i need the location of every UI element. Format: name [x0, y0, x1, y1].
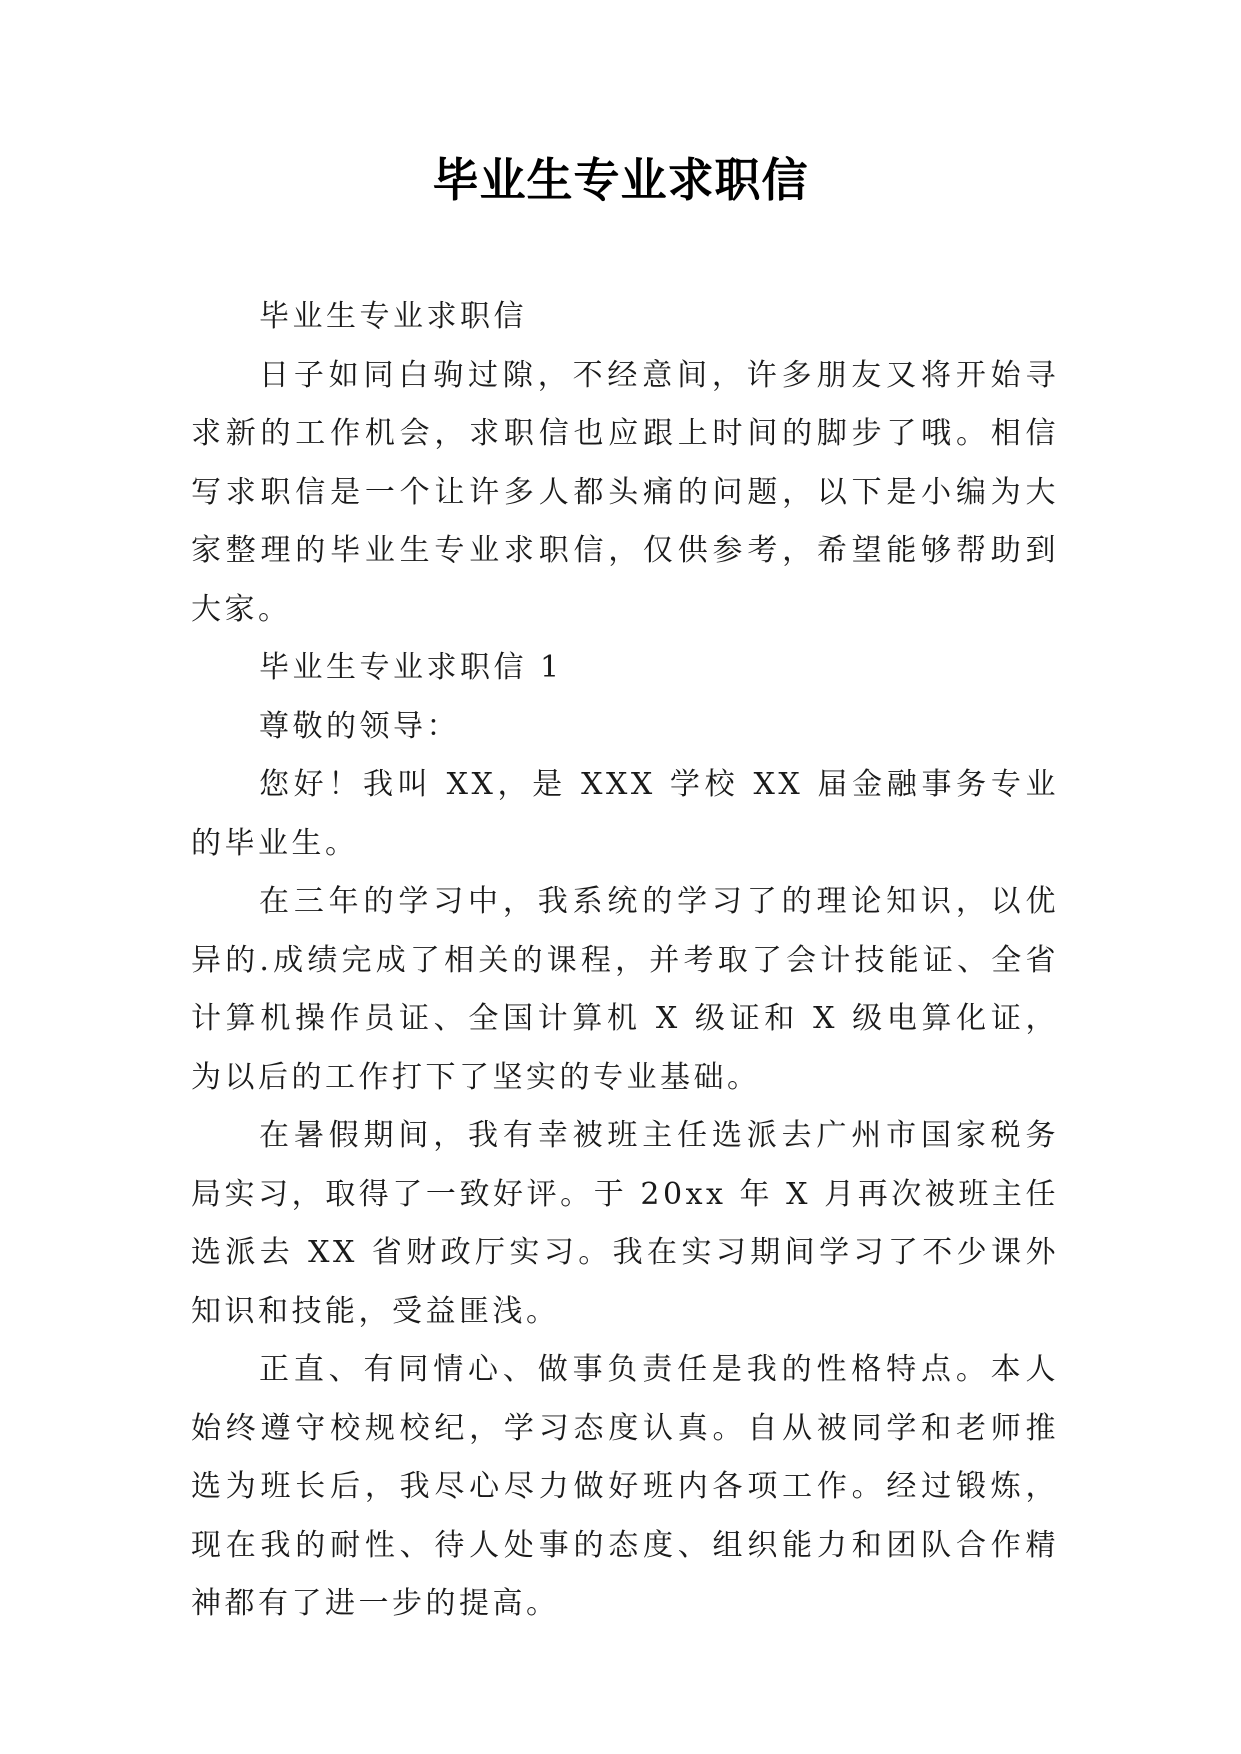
- paragraph-heading: 毕业生专业求职信: [259, 299, 527, 334]
- paragraph-study: 在三年的学习中，我系统的学习了的理论知识，以优异的.成绩完成了相关的课程，并考取了会计技能证、全省计算机操作员证、全国计算机 X 级证和 X 级电算化证，为以后的工作打下了坚实的专业基础。: [191, 884, 1059, 1095]
- paragraph-internship: 在暑假期间，我有幸被班主任选派去广州市国家税务局实习，取得了一致好评。于 20xx 年 X 月再次被班主任选派去 XX 省财政厅实习。我在实习期间学习了不少课外知识和技能，受益匪浅。: [191, 1118, 1059, 1329]
- paragraph-intro: 日子如同白驹过隙，不经意间，许多朋友又将开始寻求新的工作机会，求职信也应跟上时间的脚步了哦。相信写求职信是一个让许多人都头痛的问题，以下是小编为大家整理的毕业生专业求职信，仅供参考，希望能够帮助到大家。: [191, 357, 1059, 627]
- paragraph-letter-title: 毕业生专业求职信 1: [259, 650, 563, 685]
- document-body: [191, 288, 1059, 1634]
- paragraph-salutation: 尊敬的领导：: [259, 708, 460, 744]
- paragraph-character: 正直、有同情心、做事负责任是我的性格特点。本人始终遵守校规校纪，学习态度认真。自从被同学和老师推选为班长后，我尽心尽力做好班内各项工作。经过锻炼，现在我的耐性、待人处事的态度、组织能力和团队合作精神都有了进一步的提高。: [191, 1352, 1059, 1621]
- paragraph-greeting: 您好！我叫 XX，是 XXX 学校 XX 届金融事务专业的毕业生。: [191, 767, 1059, 861]
- document-title: 毕业生专业求职信: [432, 153, 809, 207]
